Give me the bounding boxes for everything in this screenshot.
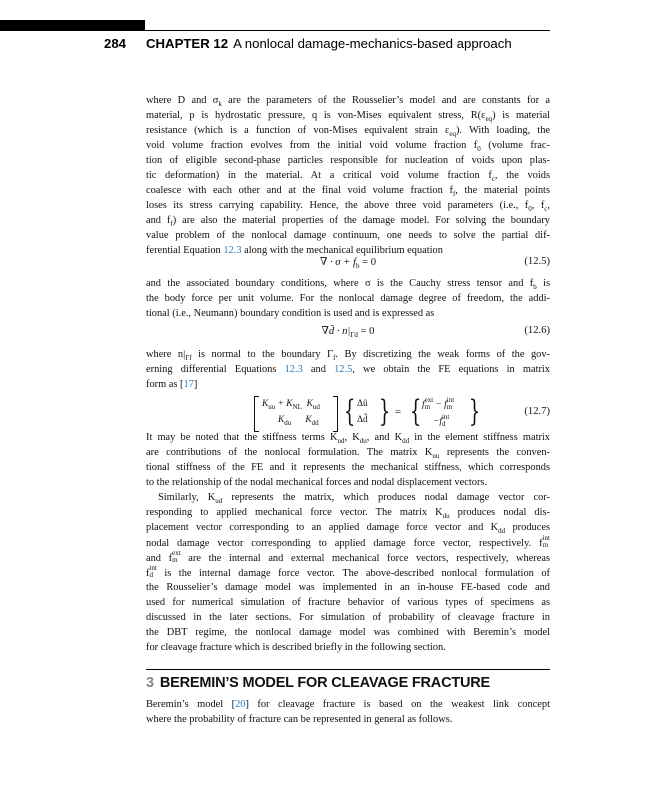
equation-number: (12.7) (524, 406, 550, 417)
text-line: value problem of the nonlocal damage continuum, one needs to solve the partial dif- (146, 230, 550, 241)
left-bracket (254, 396, 259, 432)
text-line: where D and $\sigma_k$ are the parameters of the Rousselier’s model and are constants for a (146, 95, 550, 109)
vector-entry: fext m − fint m (422, 396, 455, 411)
text-line: form as [17] (146, 379, 198, 390)
text-line: void volume fraction evolves from the initial void volume fraction $f_0$ (volume frac- (146, 140, 550, 154)
paragraph-fe-equations (146, 347, 550, 392)
section-rule (146, 669, 550, 670)
text-line: and the associated boundary conditions, where σ is the Cauchy stress tensor and $f_b$ is (146, 278, 551, 292)
increment-vector: { } Δû Δd̂ (343, 394, 391, 429)
text-line: nodal damage vector corresponding to applied damage force vector, respectively. fint m (146, 534, 550, 549)
vector-entry: −fint d (433, 413, 450, 428)
equation-link[interactable]: 12.3 (223, 245, 242, 256)
equation-body: ∇d̄ · $n|_{\Gamma d} = 0$ (321, 326, 375, 340)
paragraph-rousselier-parameters (146, 93, 550, 258)
text-line: tional (i.e., Neumann) boundary condition is used and is expressed as (146, 308, 435, 319)
equation-12-7 (146, 396, 550, 432)
section-heading (146, 675, 490, 691)
paragraph-stiffness-terms (146, 430, 550, 490)
section-number: 3 (146, 675, 154, 691)
citation-link[interactable]: 20 (235, 699, 246, 710)
text-line: resistance (which is a function of von-Mises equivalent strain $\varepsilon_{eq}$). With loading, the (146, 125, 551, 139)
text-line: where $n|_{\Gamma f}$ is normal to the boundary $\Gamma_f$. By discretizing the weak forms of the gov- (146, 349, 551, 363)
text-line: coalesce with each other and at the final void volume fraction $f_f$, the material points (146, 185, 550, 199)
page-number: 284 (104, 36, 127, 51)
text-line: for cleavage fracture which is described briefly in the following section. (146, 642, 446, 653)
text-line: erning differential Equations 12.3 and 12.5, we obtain the FE equations in matrix (146, 364, 550, 375)
text-line: and $f_f$) are also the material properties of the damage model. For solving the boundary (146, 215, 550, 229)
text-line: fint d is the internal damage force vector. The above-described nonlocal formulation of (146, 564, 550, 579)
text-line: responding to applied mechanical force vector. The matrix $K_{du}$ produces nodal dis- (146, 507, 550, 521)
text-line: tion of eligible second-phase particles responsible for nucleation of voids upon plas- (146, 155, 550, 166)
text-line: and fext m are the internal and external mechanical force vectors, respectively, whereas (146, 549, 550, 564)
matrix-row: $K_{uu} + K_{NL}$ $K_{ud}$ (262, 399, 320, 411)
equation-12-6 (146, 325, 550, 341)
text-line: used for numerical simulation of fracture behavior of various types of specimens as (146, 597, 550, 608)
text-line: Similarly, $K_{ud}$ represents the matrix, which produces nodal damage vector cor- (158, 492, 550, 506)
running-head (104, 36, 512, 54)
equation-number: (12.6) (524, 325, 550, 336)
text-line: placement vector corresponding to an applied damage force vector and $K_{dd}$ produces (146, 522, 550, 536)
paragraph-boundary-conditions (146, 276, 550, 321)
equation-12-5 (146, 256, 550, 272)
citation-link[interactable]: 17 (183, 379, 194, 390)
header-rule (145, 30, 550, 31)
paragraph-matrix-description (146, 490, 550, 655)
text-line: the Rousselier’s damage model was implemented in an in-house FE-based code and (146, 582, 550, 593)
vector-entry: Δû (357, 399, 368, 409)
equation-body: ∇ · $\sigma + f_b = 0$ (319, 257, 377, 271)
text-line: where the probability of fracture can be represented in general as follows. (146, 714, 453, 725)
section-title: BEREMIN’S MODEL FOR CLEAVAGE FRACTURE (159, 675, 491, 691)
text-line: material, p is hydrostatic pressure, q is von-Mises equivalent stress, $R(\varepsilon_{eq})$ is material (146, 110, 551, 124)
chapter-title: A nonlocal damage-mechanics-based approach (233, 36, 512, 51)
text-line: It may be noted that the stiffness terms $K_{ud}$, $K_{du}$, and $K_{dd}$ in the element stiffness matrix (146, 432, 550, 446)
text-line: tic deformation) in the material. At a critical void volume fraction $f_c$, the voids (146, 170, 550, 184)
right-bracket (333, 396, 338, 432)
text-line: are contributions of the nonlocal formulation. The matrix $K_{uu}$ represents the conven- (146, 447, 550, 461)
header-black-bar (0, 20, 145, 31)
chapter-label: CHAPTER 12 (146, 36, 229, 51)
text-line: the DBT regime, the nonlocal damage model was combined with Beremin’s model (146, 627, 550, 638)
equals-sign: = (395, 406, 402, 418)
equation-link[interactable]: 12.5 (334, 364, 353, 375)
text-line: Beremin’s model [20] for cleavage fracture is based on the weakest link concept (146, 699, 550, 710)
equation-number: (12.5) (524, 256, 550, 267)
stiffness-matrix (254, 396, 338, 432)
force-vector: { } fext m − fint m −fint d (409, 394, 481, 429)
matrix-row: $K_{du}$ $K_{dd}$ (278, 415, 319, 427)
text-line: ferential Equation 12.3 along with the mechanical equilibrium equation (146, 245, 443, 256)
text-line: to the relationship of the nodal mechanical forces and nodal displacement vectors. (146, 477, 488, 488)
text-line: discussed in the later sections. For simulation of probability of cleavage fracture in (146, 612, 550, 623)
text-line: tional stiffness of the FE and it represents the mechanical stiffness, which corresponds (146, 462, 550, 473)
equation-link[interactable]: 12.3 (284, 364, 303, 375)
paragraph-beremin-intro (146, 697, 550, 727)
text-line: loses its stress carrying capability. Hence, the above three void parameters (i.e., $f_0$, $f_c$, (146, 200, 551, 214)
text-line: the body force per unit volume. For the nonlocal damage degree of freedom, the addi- (146, 293, 550, 304)
vector-entry: Δd̂ (357, 415, 368, 425)
